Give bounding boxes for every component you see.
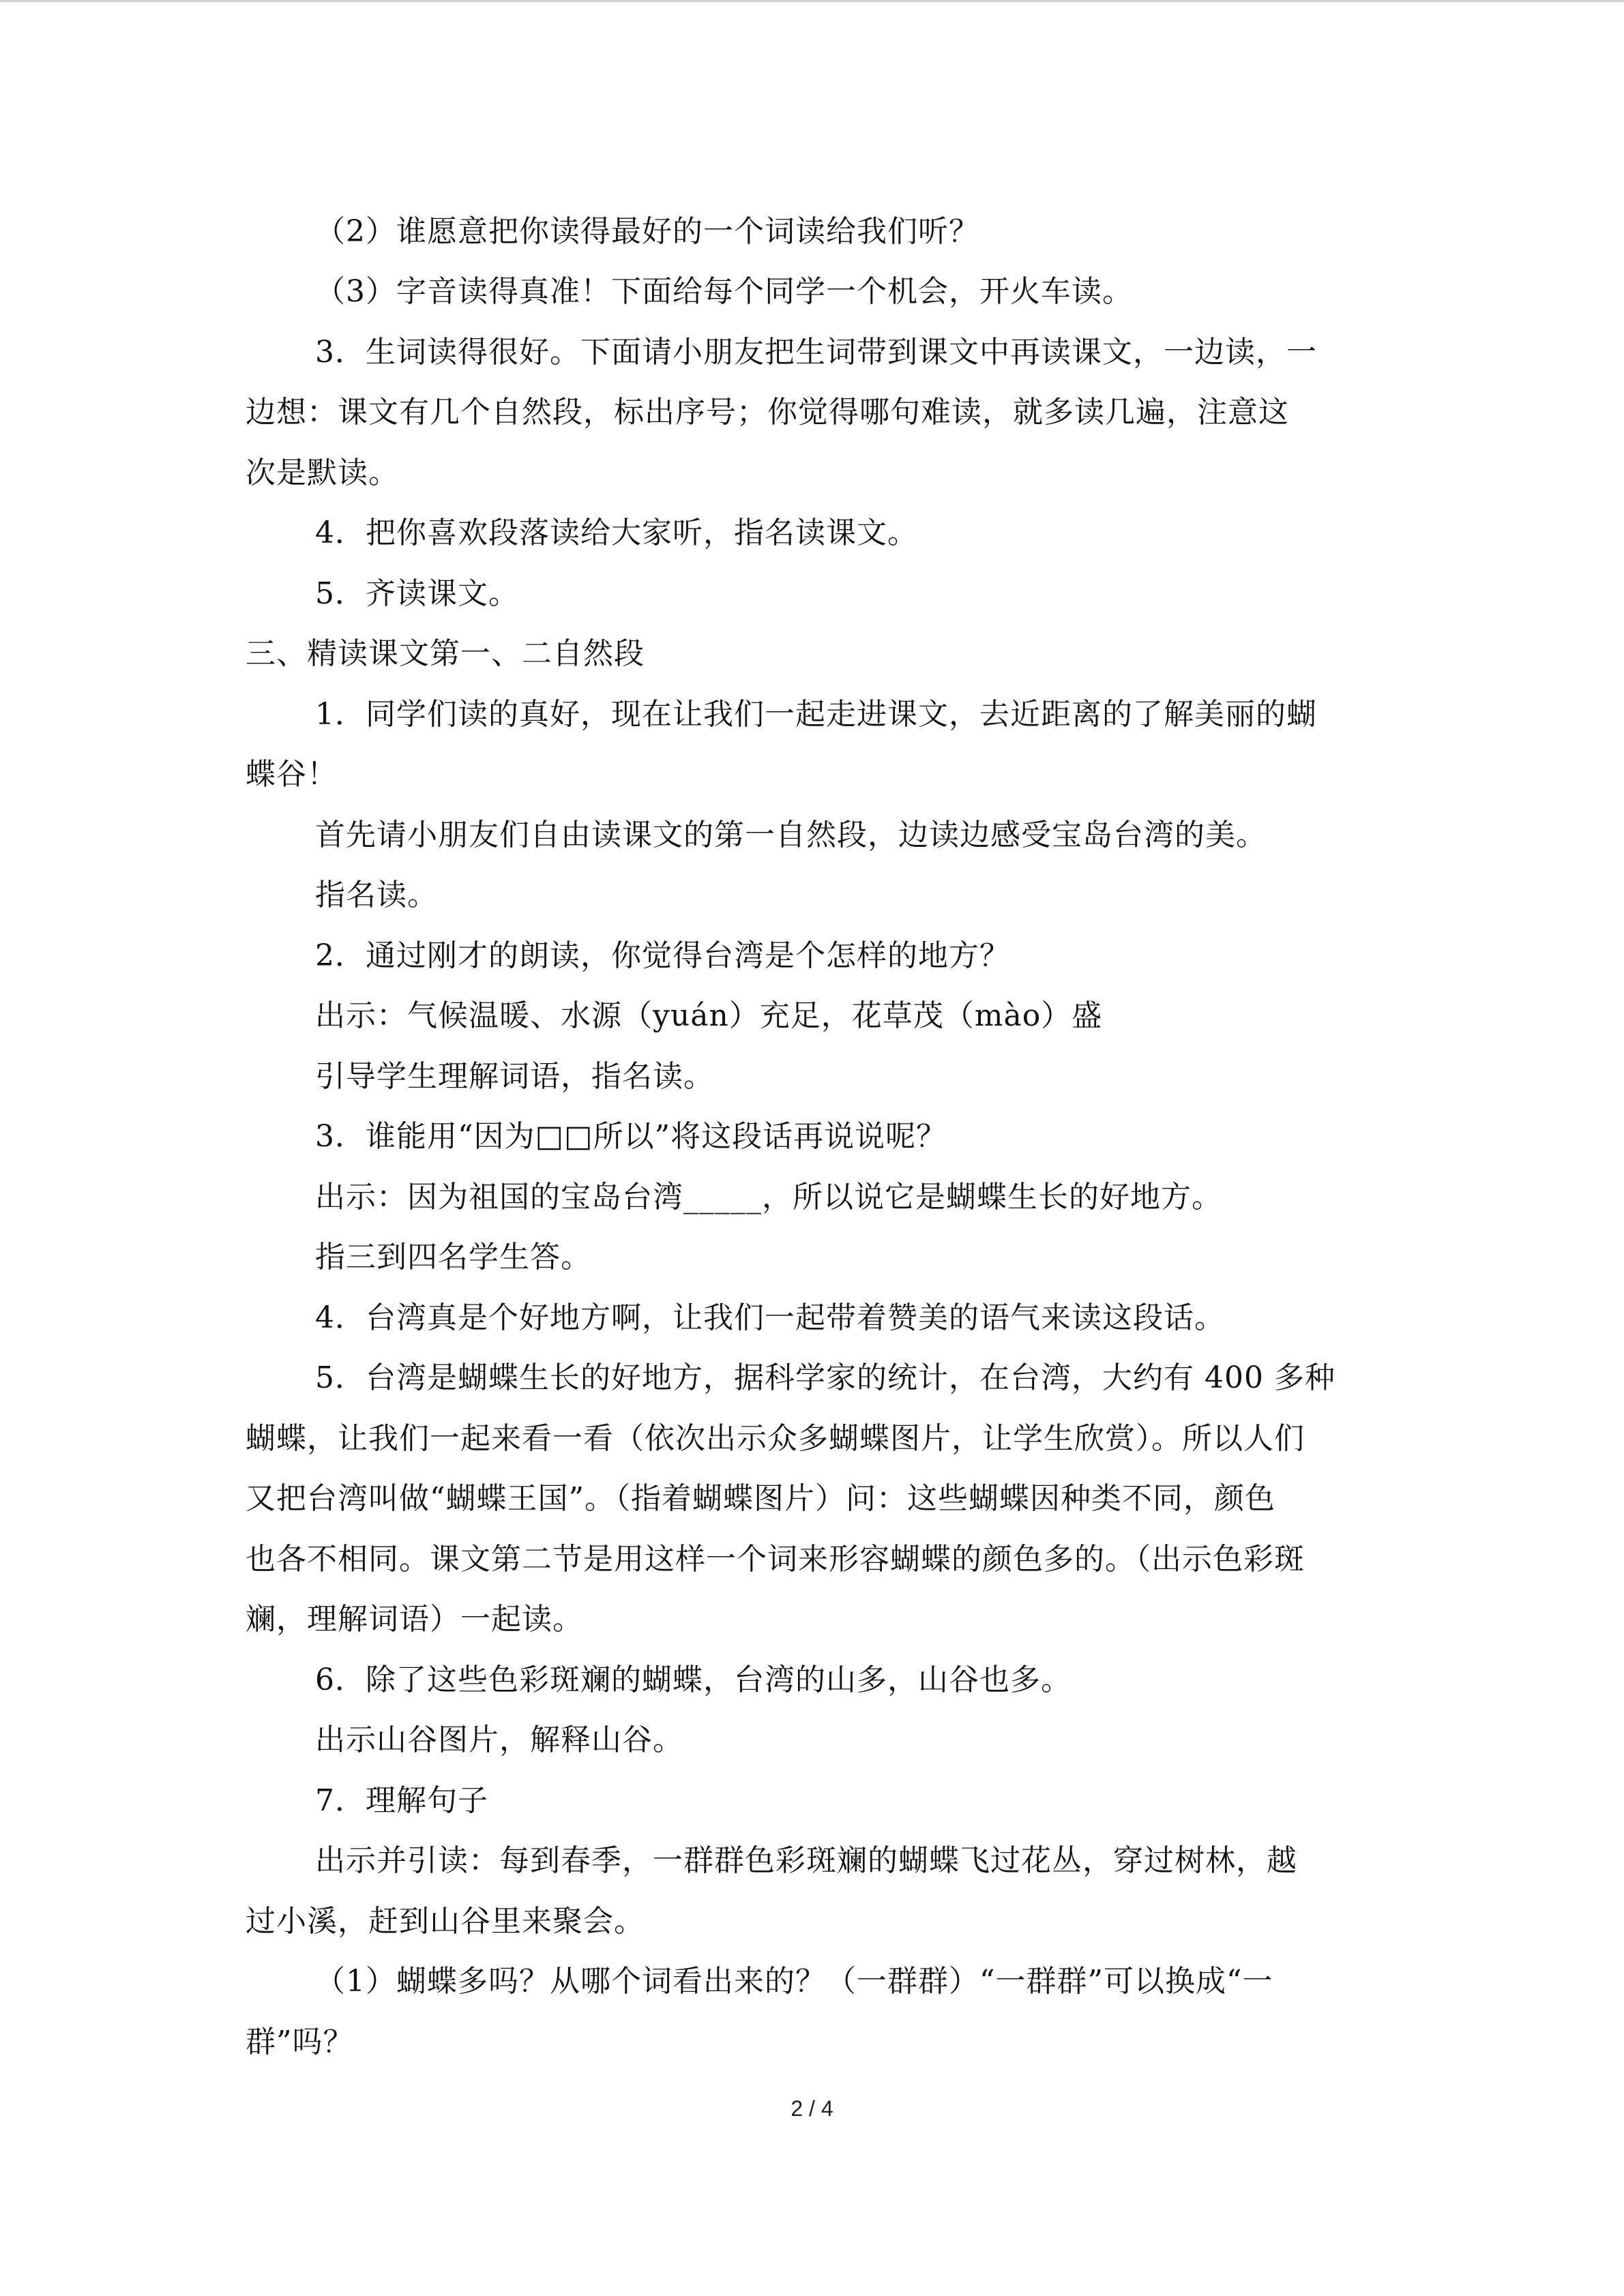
paragraph-line: 蝶谷！ xyxy=(246,757,338,792)
paragraph-line: 出示山谷图片，解释山谷。 xyxy=(315,1723,683,1757)
paragraph-line: 出示并引读：每到春季，一群群色彩斑斓的蝴蝶飞过花丛，穿过树林，越 xyxy=(315,1843,1297,1878)
paragraph-line: 指三到四名学生答。 xyxy=(315,1240,591,1274)
paragraph-line: 6．除了这些色彩斑斓的蝴蝶，台湾的山多，山谷也多。 xyxy=(315,1663,1072,1697)
paragraph-line: 引导学生理解词语，指名读。 xyxy=(315,1059,714,1094)
paragraph-line: 4．把你喜欢段落读给大家听，指名读课文。 xyxy=(315,516,918,550)
paragraph-line: 群”吗？ xyxy=(246,2025,354,2059)
paragraph-line: 5．齐读课文。 xyxy=(315,576,519,611)
paragraph-line: 1．同学们读的真好，现在让我们一起走进课文，去近距离的了解美丽的蝴 xyxy=(315,697,1317,732)
paragraph-line: 过小溪，赶到山谷里来聚会。 xyxy=(246,1904,645,1939)
paragraph-line: （1）蝴蝶多吗？从哪个词看出来的？（一群群）“一群群”可以换成“一 xyxy=(315,1964,1273,1999)
paragraph-line: 首先请小朋友们自由读课文的第一自然段，边读边感受宝岛台湾的美。 xyxy=(315,818,1267,852)
paragraph-line: 出示：气候温暖、水源（yuán）充足，花草茂（mào）盛 xyxy=(315,998,1103,1033)
paragraph-line: 又把台湾叫做“蝴蝶王国”。（指着蝴蝶图片）问：这些蝴蝶因种类不同，颜色 xyxy=(246,1481,1275,1516)
page-number: 2 / 4 xyxy=(791,2096,833,2121)
paragraph-line: 次是默读。 xyxy=(246,456,399,490)
paragraph-line: 出示：因为祖国的宝岛台湾_____，所以说它是蝴蝶生长的好地方。 xyxy=(315,1180,1222,1214)
paragraph-line: 7．理解句子 xyxy=(315,1783,488,1818)
section-heading: 三、精读课文第一、二自然段 xyxy=(246,636,645,671)
paragraph-line: 蝴蝶，让我们一起来看一看（依次出示众多蝴蝶图片，让学生欣赏）。所以人们 xyxy=(246,1421,1305,1456)
paragraph-line: 3．生词读得很好。下面请小朋友把生词带到课文中再读课文，一边读，一 xyxy=(315,335,1317,370)
paragraph-line: 也各不相同。课文第二节是用这样一个词来形容蝴蝶的颜色多的。（出示色彩斑 xyxy=(246,1542,1305,1577)
paragraph-line: （3）字音读得真准！下面给每个同学一个机会，开火车读。 xyxy=(315,274,1133,309)
paragraph-line: （2）谁愿意把你读得最好的一个词读给我们听？ xyxy=(315,214,979,249)
paragraph-line: 2．通过刚才的朗读，你觉得台湾是个怎样的地方？ xyxy=(315,938,1010,973)
paragraph-line: 5．台湾是蝴蝶生长的好地方，据科学家的统计，在台湾，大约有 400 多种 xyxy=(315,1360,1335,1395)
paragraph-line: 边想：课文有几个自然段，标出序号；你觉得哪句难读，就多读几遍，注意这 xyxy=(246,395,1289,430)
paragraph-line: 3．谁能用“因为□□所以”将这段话再说说呢？ xyxy=(315,1119,947,1154)
paragraph-line: 4．台湾真是个好地方啊，让我们一起带着赞美的语气来读这段话。 xyxy=(315,1300,1225,1335)
paragraph-line: 指名读。 xyxy=(315,878,438,912)
paragraph-line: 斓，理解词语）一起读。 xyxy=(246,1602,583,1637)
